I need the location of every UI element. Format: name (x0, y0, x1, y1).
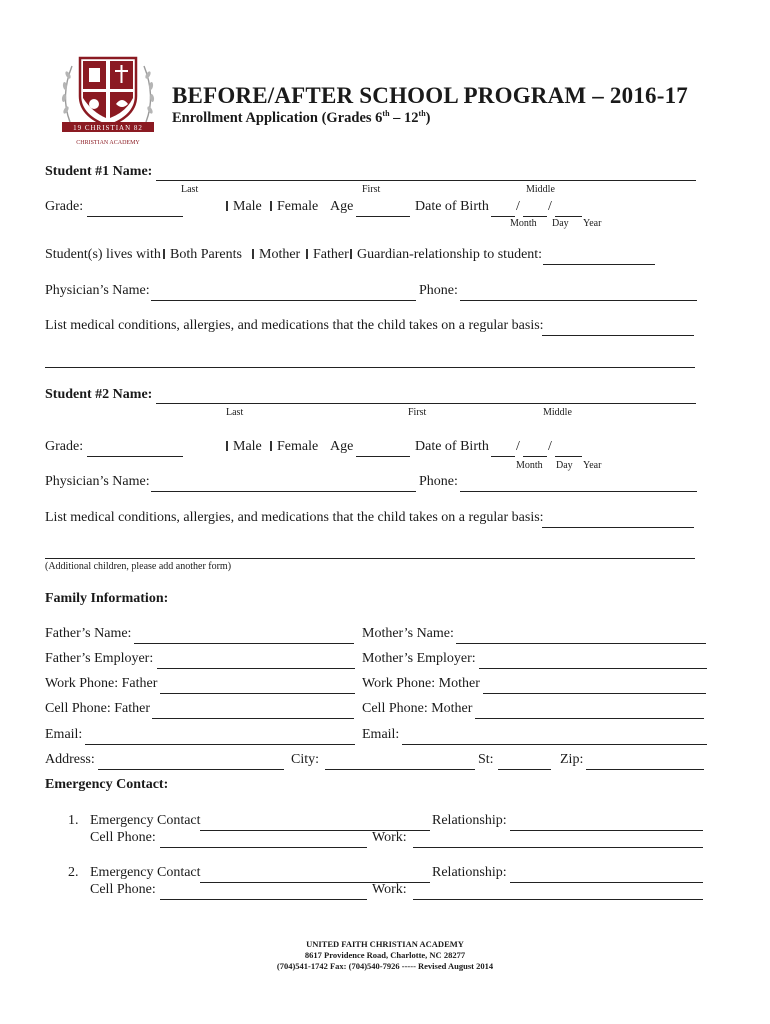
student2-medical-label: List medical conditions, allergies, and medications that the child takes on a regular basis: (45, 510, 544, 525)
student2-day-caption: Day (556, 460, 573, 471)
student2-grade-label: Grade: (45, 439, 84, 454)
mothers-name-label: Mother’s Name: (362, 626, 454, 641)
family-heading: Family Information: (45, 591, 169, 606)
fathers-employer-input[interactable] (157, 652, 355, 669)
student2-male-option[interactable] (226, 439, 262, 455)
emergency2-relationship-label: Relationship: (432, 865, 507, 880)
additional-children-note: (Additional children, please add another form) (45, 561, 232, 572)
work-phone-mother-input[interactable] (483, 677, 706, 694)
crest-band-text: 19 CHRISTIAN 82 (73, 124, 143, 132)
student2-year-caption: Year (583, 460, 602, 471)
zip-label: Zip: (560, 752, 584, 767)
student1-medical-label: List medical conditions, allergies, and medications that the child takes on a regular basis: (45, 318, 544, 333)
male-label: Male (233, 439, 262, 454)
student1-phone-label: Phone: (419, 283, 458, 298)
student1-dob-label: Date of Birth (415, 199, 489, 214)
cell-phone-father-input[interactable] (152, 702, 354, 719)
work-phone-father-input[interactable] (160, 677, 355, 694)
crest-caption: CHRISTIAN ACADEMY (76, 140, 140, 146)
student1-male-option[interactable] (226, 199, 262, 215)
student2-phone-label: Phone: (419, 474, 458, 489)
student2-physician-input[interactable] (151, 475, 416, 492)
student2-first-caption: First (408, 407, 427, 418)
student1-grade-input[interactable] (87, 200, 183, 217)
email-father-label: Email: (45, 727, 83, 742)
emergency1-work-label: Work: (372, 830, 407, 845)
student1-name-input[interactable] (156, 164, 696, 181)
student2-dob-label: Date of Birth (415, 439, 489, 454)
emergency1-name-input[interactable] (200, 814, 430, 831)
school-crest-logo (56, 52, 160, 148)
emergency2-cell-input[interactable] (160, 883, 367, 900)
male-checkbox[interactable] (226, 201, 228, 211)
emergency1-cell-input[interactable] (160, 831, 367, 848)
male-label: Male (233, 199, 262, 214)
student1-dob-day-input[interactable] (523, 200, 547, 217)
emergency1-label: Emergency Contact (90, 813, 201, 828)
student1-phone-input[interactable] (460, 284, 697, 301)
email-mother-label: Email: (362, 727, 400, 742)
lives-with-label: Student(s) lives with (45, 247, 161, 262)
student1-age-label: Age (330, 199, 354, 214)
student2-physician-label: Physician’s Name: (45, 474, 150, 489)
student1-grade-label: Grade: (45, 199, 84, 214)
father-label: Father (313, 247, 349, 262)
student1-middle-caption: Middle (526, 184, 555, 195)
student1-month-caption: Month (510, 218, 537, 229)
subtitle-end: ) (425, 109, 431, 126)
emergency1-cell-label: Cell Phone: (90, 830, 156, 845)
subtitle-text: Enrollment Application (Grades 6 (172, 109, 383, 126)
student1-dob-year-input[interactable] (555, 200, 582, 217)
subtitle-mid: – 12 (389, 109, 419, 126)
emergency2-relationship-input[interactable] (510, 866, 703, 883)
mother-option[interactable] (252, 247, 300, 263)
emergency2-work-input[interactable] (413, 883, 703, 900)
student2-female-option[interactable] (270, 439, 318, 455)
fathers-name-label: Father’s Name: (45, 626, 132, 641)
student2-last-caption: Last (226, 407, 244, 418)
emergency2-number: 2. (68, 865, 79, 880)
mother-checkbox[interactable] (252, 249, 254, 259)
father-option[interactable] (306, 247, 349, 263)
footer-school-name: UNITED FAITH CHRISTIAN ACADEMY (306, 939, 464, 949)
student1-last-caption: Last (181, 184, 199, 195)
fathers-name-input[interactable] (134, 627, 354, 644)
student2-phone-input[interactable] (460, 475, 697, 492)
page-title: BEFORE/AFTER SCHOOL PROGRAM – 2016-17 (172, 83, 688, 108)
mothers-employer-label: Mother’s Employer: (362, 651, 476, 666)
student2-dob-month-input[interactable] (491, 440, 515, 457)
footer-address: 8617 Providence Road, Charlotte, NC 28277 (304, 950, 466, 960)
student2-grade-input[interactable] (87, 440, 183, 457)
both-parents-checkbox[interactable] (163, 249, 165, 259)
student1-name-label: Student #1 Name: (45, 164, 153, 179)
emergency1-relationship-label: Relationship: (432, 813, 507, 828)
zip-input[interactable] (586, 753, 704, 770)
student2-month-caption: Month (516, 460, 543, 471)
emergency2-work-label: Work: (372, 882, 407, 897)
mothers-name-input[interactable] (456, 627, 706, 644)
female-label: Female (277, 439, 319, 454)
dob-slash: / (516, 199, 520, 214)
student1-physician-label: Physician’s Name: (45, 283, 150, 298)
student2-name-input[interactable] (156, 387, 696, 404)
address-label: Address: (45, 752, 95, 767)
student2-medical-input[interactable] (542, 511, 694, 528)
city-label: City: (291, 752, 320, 767)
email-mother-input[interactable] (402, 728, 707, 745)
female-checkbox[interactable] (270, 441, 272, 451)
dob-slash: / (516, 439, 520, 454)
student2-dob-day-input[interactable] (523, 440, 547, 457)
emergency1-relationship-input[interactable] (510, 814, 703, 831)
guardian-label: Guardian-relationship to student: (357, 247, 543, 262)
student2-middle-caption: Middle (543, 407, 572, 418)
female-label: Female (277, 199, 319, 214)
student2-name-label: Student #2 Name: (45, 387, 153, 402)
email-father-input[interactable] (85, 728, 355, 745)
dob-slash: / (548, 199, 552, 214)
student1-year-caption: Year (583, 218, 602, 229)
student1-medical-continued-input[interactable] (45, 351, 695, 368)
student2-age-label: Age (330, 439, 354, 454)
guardian-relationship-input[interactable] (543, 248, 655, 265)
emergency1-number: 1. (68, 813, 79, 828)
emergency2-cell-label: Cell Phone: (90, 882, 156, 897)
student1-female-option[interactable] (270, 199, 318, 215)
city-input[interactable] (325, 753, 475, 770)
emergency2-label: Emergency Contact (90, 865, 201, 880)
mother-label: Mother (259, 247, 301, 262)
state-label: St: (478, 752, 494, 767)
father-checkbox[interactable] (306, 249, 308, 259)
mothers-employer-input[interactable] (479, 652, 707, 669)
page-subtitle (172, 109, 431, 127)
student2-age-input[interactable] (356, 440, 410, 457)
emergency1-work-input[interactable] (413, 831, 703, 848)
both-parents-option[interactable] (163, 247, 242, 263)
cell-phone-mother-input[interactable] (475, 702, 704, 719)
student1-day-caption: Day (552, 218, 569, 229)
student1-first-caption: First (362, 184, 381, 195)
fathers-employer-label: Father’s Employer: (45, 651, 154, 666)
cell-phone-mother-label: Cell Phone: Mother (362, 701, 473, 716)
guardian-option[interactable] (350, 247, 542, 263)
emergency-heading: Emergency Contact: (45, 777, 169, 792)
student1-dob-month-input[interactable] (491, 200, 515, 217)
dob-slash: / (548, 439, 552, 454)
footer-contact: (704)541-1742 Fax: (704)540-7926 ----- Revised August 2014 (276, 961, 494, 971)
emergency2-name-input[interactable] (200, 866, 430, 883)
cell-phone-father-label: Cell Phone: Father (45, 701, 150, 716)
student1-physician-input[interactable] (151, 284, 416, 301)
state-input[interactable] (498, 753, 551, 770)
guardian-checkbox[interactable] (350, 249, 352, 259)
subtitle-sup-2: th (418, 109, 426, 118)
female-checkbox[interactable] (270, 201, 272, 211)
work-phone-father-label: Work Phone: Father (45, 676, 158, 691)
subtitle-sup-1: th (382, 109, 390, 118)
student2-dob-year-input[interactable] (555, 440, 582, 457)
work-phone-mother-label: Work Phone: Mother (362, 676, 480, 691)
student1-medical-input[interactable] (542, 319, 694, 336)
both-parents-label: Both Parents (170, 247, 242, 262)
address-input[interactable] (98, 753, 284, 770)
student1-age-input[interactable] (356, 200, 410, 217)
student2-medical-continued-input[interactable] (45, 542, 695, 559)
male-checkbox[interactable] (226, 441, 228, 451)
